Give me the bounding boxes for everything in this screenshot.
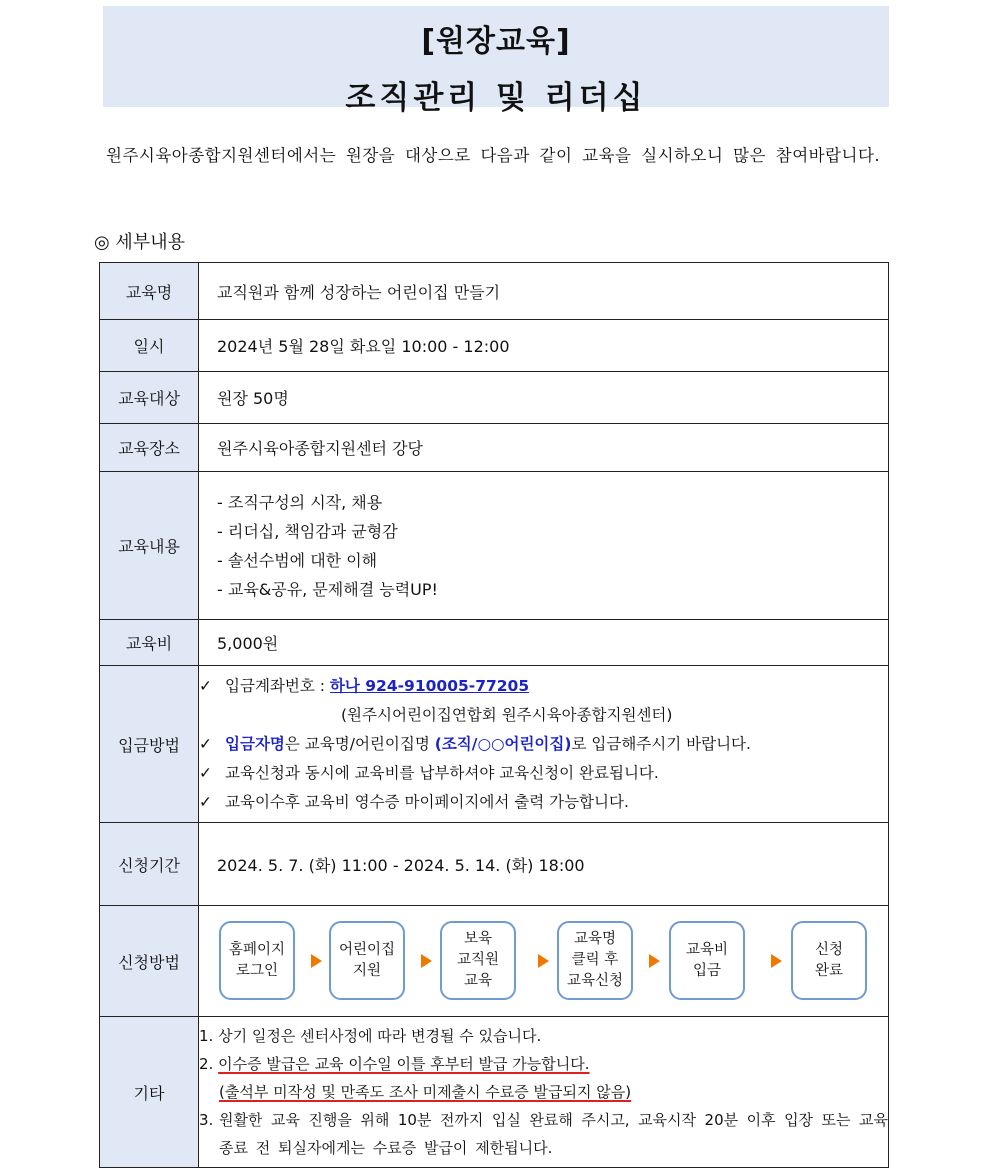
flow-step-login: 홈페이지 로그인 <box>219 921 295 1000</box>
course-name: 교직원과 함께 성장하는 어린이집 만들기 <box>199 263 889 320</box>
row-label: 신청방법 <box>100 906 199 1017</box>
row-label: 입금방법 <box>100 666 199 823</box>
row-label: 신청기간 <box>100 823 199 906</box>
check-icon: ✓ <box>199 792 212 811</box>
table-row <box>100 424 889 472</box>
arrow-right-icon <box>311 954 322 968</box>
application-period: 2024. 5. 7. (화) 11:00 - 2024. 5. 14. (화) 18:00 <box>199 823 889 906</box>
title-category: [원장교육] <box>421 24 571 59</box>
arrow-right-icon <box>538 954 549 968</box>
row-label: 교육명 <box>100 263 199 320</box>
table-row <box>100 823 889 906</box>
account-label: 입금계좌번호 : <box>225 676 330 695</box>
depositor-text: 은 교육명/어린이집명 <box>284 734 435 753</box>
flow-step-payment: 교육비 입금 <box>669 921 745 1000</box>
row-label: 일시 <box>100 320 199 372</box>
row-label: 기타 <box>100 1017 199 1168</box>
row-label: 교육내용 <box>100 472 199 620</box>
course-target: 원장 50명 <box>199 372 889 424</box>
depositor-end: 로 입금해주시기 바랍니다. <box>571 734 751 753</box>
account-number[interactable]: 하나 924-910005-77205 <box>329 676 530 695</box>
flow-step-complete: 신청 완료 <box>791 921 867 1000</box>
row-label: 교육대상 <box>100 372 199 424</box>
payment-info <box>199 666 889 823</box>
course-fee: 5,000원 <box>199 620 889 666</box>
intro-text: 원주시육아종합지원센터에서는 원장을 대상으로 다음과 같이 교육을 실시하오니 많은 참여바랍니다. <box>106 146 881 165</box>
content-item: - 리더십, 책임감과 균형감 <box>217 521 398 541</box>
note-item: 이수증 발급은 교육 이수일 이틀 후부터 발급 가능합니다. <box>218 1055 590 1073</box>
receipt-note: 교육이수후 교육비 영수증 마이페이지에서 출력 가능합니다. <box>225 792 629 811</box>
arrow-right-icon <box>771 954 782 968</box>
table-row <box>100 906 889 1017</box>
flow-step-apply: 교육명 클릭 후 교육신청 <box>557 921 633 1000</box>
row-label: 교육비 <box>100 620 199 666</box>
table-row <box>100 320 889 372</box>
title-banner <box>103 6 889 116</box>
note-item: 상기 일정은 센터사정에 따라 변경될 수 있습니다. <box>218 1027 542 1045</box>
content-item: - 솔선수범에 대한 이해 <box>217 550 378 570</box>
check-icon: ✓ <box>199 734 212 753</box>
payment-note: 교육신청과 동시에 교육비를 납부하셔야 교육신청이 완료됩니다. <box>225 763 659 782</box>
row-label: 교육장소 <box>100 424 199 472</box>
course-date: 2024년 5월 28일 화요일 10:00 - 12:00 <box>199 320 889 372</box>
page-title: 조직관리 및 리더십 <box>345 80 647 116</box>
table-row <box>100 666 889 823</box>
table-row <box>100 472 889 620</box>
check-icon: ✓ <box>199 676 212 695</box>
table-row <box>100 620 889 666</box>
details-table <box>99 262 889 1168</box>
course-content <box>199 472 889 620</box>
section-heading: ◎ 세부내용 <box>94 232 185 253</box>
arrow-right-icon <box>649 954 660 968</box>
content-item: - 조직구성의 시작, 채용 <box>217 492 383 512</box>
flow-step-daycare-support: 어린이집 지원 <box>329 921 405 1000</box>
application-flow <box>199 906 889 1017</box>
note-subitem: (출석부 미작성 및 만족도 조사 미제출시 수료증 발급되지 않음) <box>219 1083 632 1101</box>
table-row <box>100 1017 889 1168</box>
table-row <box>100 263 889 320</box>
account-holder: (원주시어린이집연합회 원주시육아종합지원센터) <box>341 705 673 724</box>
flow-step-staff-education: 보육 교직원 교육 <box>440 921 516 1000</box>
arrow-right-icon <box>421 954 432 968</box>
depositor-label: 입금자명 <box>225 734 285 753</box>
note-item: 원활한 교육 진행을 위해 10분 전까지 입실 완료해 주시고, 교육시작 20분 이후 입장 또는 교육 종료 전 퇴실자에게는 수료증 발급이 제한됩니다. <box>219 1111 888 1157</box>
content-item: - 교육&공유, 문제해결 능력UP! <box>217 579 438 599</box>
table-row <box>100 372 889 424</box>
other-notes: 1. 상기 일정은 센터사정에 따라 변경될 수 있습니다. 2. 이수증 발급은 교육 이수일 이틀 후부터 발급 가능합니다. (출석부 미작성 및 만족도 조사 미제출시 수료증 발급되지 않음) 3. 원활한 교육 진행을 위해 10분 전까지 입실 완료해 주시고, 교육시작 20분 이후 입장 또는 교육 종료 전 퇴실자에게는 수료증 발급이 제한됩니다. <box>199 1017 889 1168</box>
check-icon: ✓ <box>199 763 212 782</box>
course-place: 원주시육아종합지원센터 강당 <box>199 424 889 472</box>
depositor-example: (조직/○○어린이집) <box>434 734 572 753</box>
